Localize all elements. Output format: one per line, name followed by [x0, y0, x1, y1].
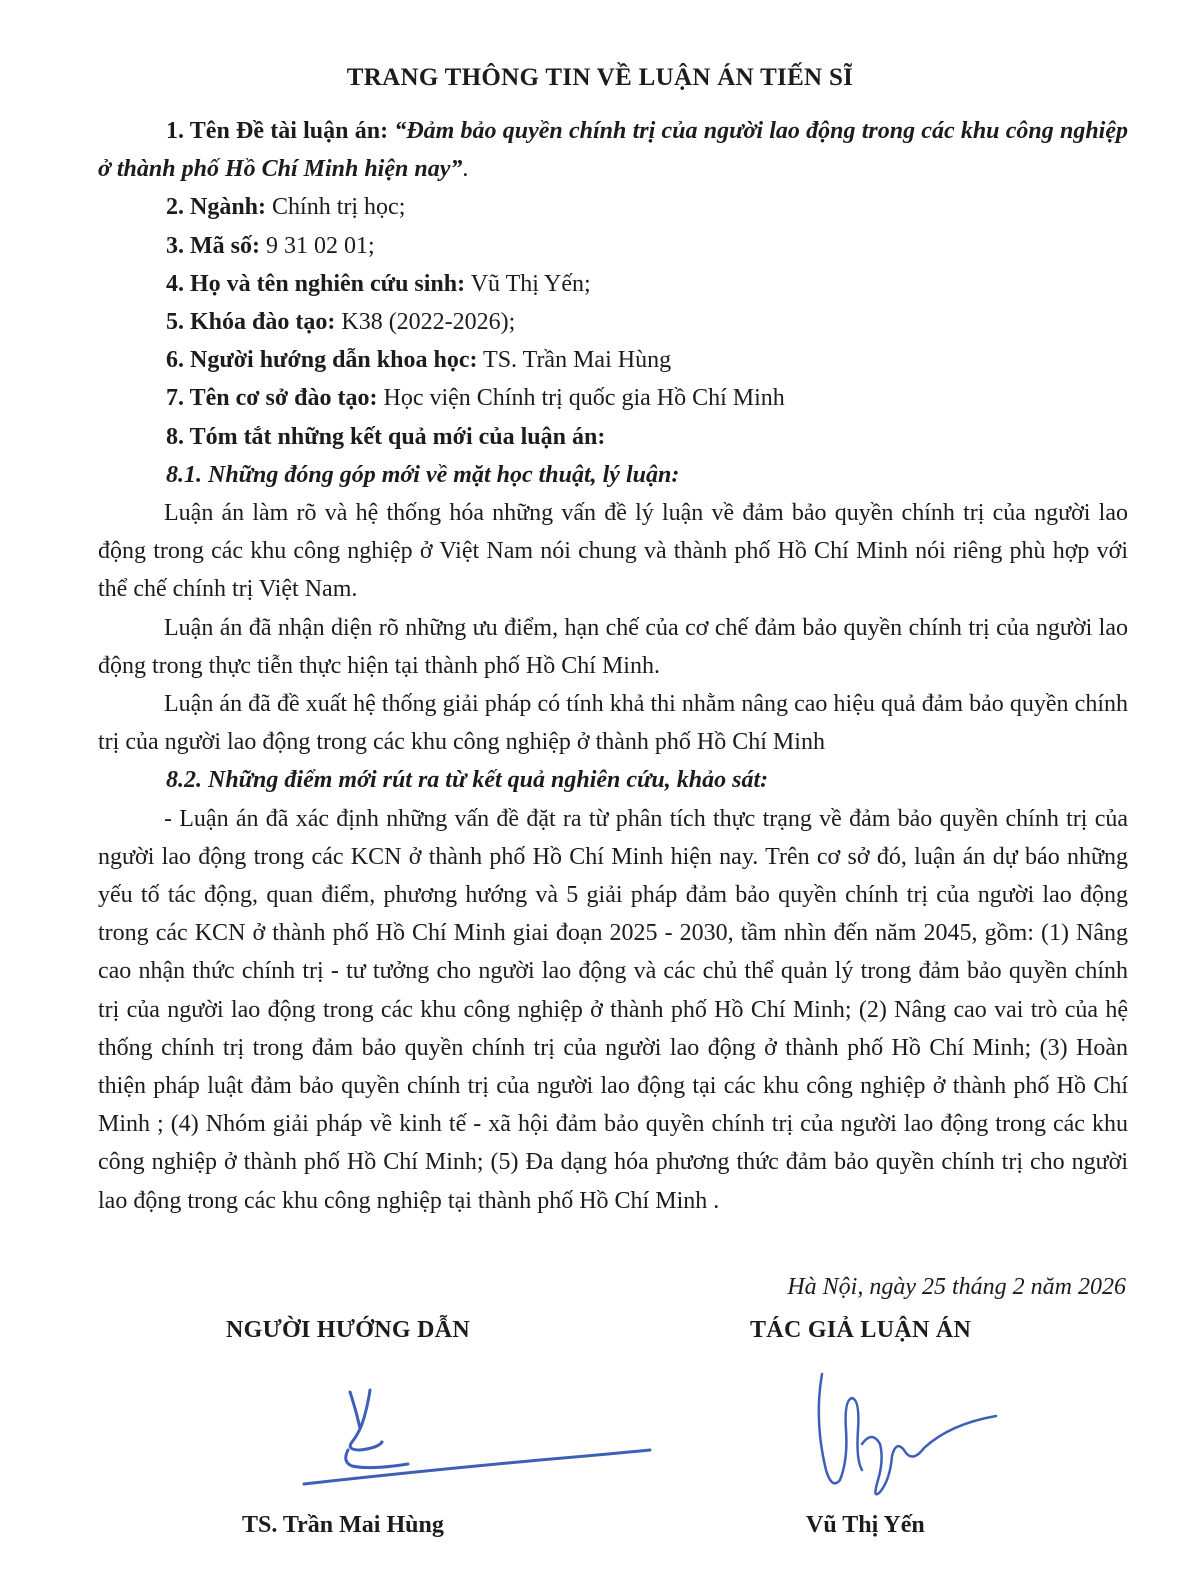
item-student-label: 4. Họ và tên nghiên cứu sinh: [166, 270, 466, 297]
item-institution-label: 7. Tên cơ sở đào tạo: [166, 385, 378, 412]
supervisor-heading: NGƯỜI HƯỚNG DẪN [226, 1317, 471, 1343]
item-supervisor [98, 341, 1128, 379]
item-cohort-value: K38 (2022-2026); [341, 309, 516, 336]
item-topic-suffix: . [462, 156, 469, 183]
date-line: Hà Nội, ngày 25 tháng 2 năm 2026 [787, 1274, 1126, 1300]
author-signature [800, 1360, 1020, 1520]
section-8-1-heading: 8.1. Những đóng góp mới về mặt học thuật, lý luận: [166, 461, 680, 488]
item-code-value: 9 31 02 01; [265, 232, 375, 259]
supervisor-name: TS. Trần Mai Hùng [242, 1512, 444, 1538]
author-name: Vũ Thị Yến [806, 1512, 925, 1538]
supervisor-signature [290, 1380, 670, 1500]
item-cohort [98, 303, 1128, 341]
section-8-2-heading: 8.2. Những điểm mới rút ra từ kết quả nghiên cứu, khảo sát: [166, 767, 769, 794]
item-major-label: 2. Ngành: [166, 194, 267, 221]
item-institution [98, 379, 1128, 417]
item-institution-value: Học viện Chính trị quốc gia Hồ Chí Minh [383, 385, 785, 412]
item-topic [98, 112, 1128, 188]
item-cohort-label: 5. Khóa đào tạo: [166, 309, 336, 336]
section-8-1-paragraph: Luận án đã nhận diện rõ những ưu điểm, hạn chế của cơ chế đảm bảo quyền chính trị của người lao động trong thực tiễn thực hiện tại thành phố Hồ Chí Minh. [98, 614, 1128, 679]
document-body [98, 112, 1128, 1220]
item-supervisor-value: TS. Trần Mai Hùng [483, 347, 672, 374]
author-heading: TÁC GIẢ LUẬN ÁN [750, 1317, 972, 1343]
item-code-label: 3. Mã số: [166, 232, 260, 259]
item-topic-label: 1. Tên Đề tài luận án: [166, 118, 389, 144]
section-8-1-paragraph: Luận án đã đề xuất hệ thống giải pháp có tính khả thi nhằm nâng cao hiệu quả đảm bảo quyền chính trị của người lao động trong các khu công nghiệp ở thành phố Hồ Chí Minh [98, 691, 1128, 756]
item-summary-label: 8. Tóm tắt những kết quả mới của luận án: [166, 423, 606, 450]
item-topic-value: “Đảm bảo quyền chính trị của người lao động trong các khu công nghiệp ở thành phố Hồ Chí Minh hiện nay” [98, 118, 1129, 183]
item-student-value: Vũ Thị Yến; [470, 270, 591, 297]
document-title: TRANG THÔNG TIN VỀ LUẬN ÁN TIẾN SĨ [346, 64, 854, 91]
item-code [98, 227, 1128, 265]
item-summary [98, 418, 1128, 456]
section-8-1-paragraph: Luận án làm rõ và hệ thống hóa những vấn đề lý luận về đảm bảo quyền chính trị của người lao động trong các khu công nghiệp ở Việt Nam nói chung và thành phố Hồ Chí Minh nói riêng phù hợp với thể chế chính trị Việt Nam. [98, 500, 1128, 603]
item-supervisor-label: 6. Người hướng dẫn khoa học: [166, 347, 478, 374]
item-student [98, 265, 1128, 303]
item-major [98, 188, 1128, 226]
item-major-value: Chính trị học; [272, 194, 406, 221]
section-8-2-paragraph: - Luận án đã xác định những vấn đề đặt ra từ phân tích thực trạng về đảm bảo quyền chính trị của người lao động trong các KCN ở thành phố Hồ Chí Minh hiện nay. Trên cơ sở đó, luận án dự báo những yếu tố tác động, quan điểm, phương hướng và 5 giải pháp đảm bảo quyền chính trị của người lao động trong các KCN ở thành phố Hồ Chí Minh giai đoạn 2025 - 2030, tầm nhìn đến năm 2045, gồm: (1) Nâng cao nhận thức chính trị - tư tưởng cho người lao động và các chủ thể quản lý trong đảm bảo quyền chính trị của người lao động trong các khu công nghiệp ở thành phố Hồ Chí Minh; (2) Nâng cao vai trò của hệ thống chính trị trong đảm bảo quyền chính trị của người lao động ở thành phố Hồ Chí Minh; (3) Hoàn thiện pháp luật đảm bảo quyền chính trị của người lao động tại các khu công nghiệp ở thành phố Hồ Chí Minh ; (4) Nhóm giải pháp về kinh tế - xã hội đảm bảo quyền chính trị của người lao động trong các khu công nghiệp ở thành phố Hồ Chí Minh; (5) Đa dạng hóa phương thức đảm bảo quyền chính trị cho người lao động trong các khu công nghiệp tại thành phố Hồ Chí Minh . [98, 805, 1128, 1214]
